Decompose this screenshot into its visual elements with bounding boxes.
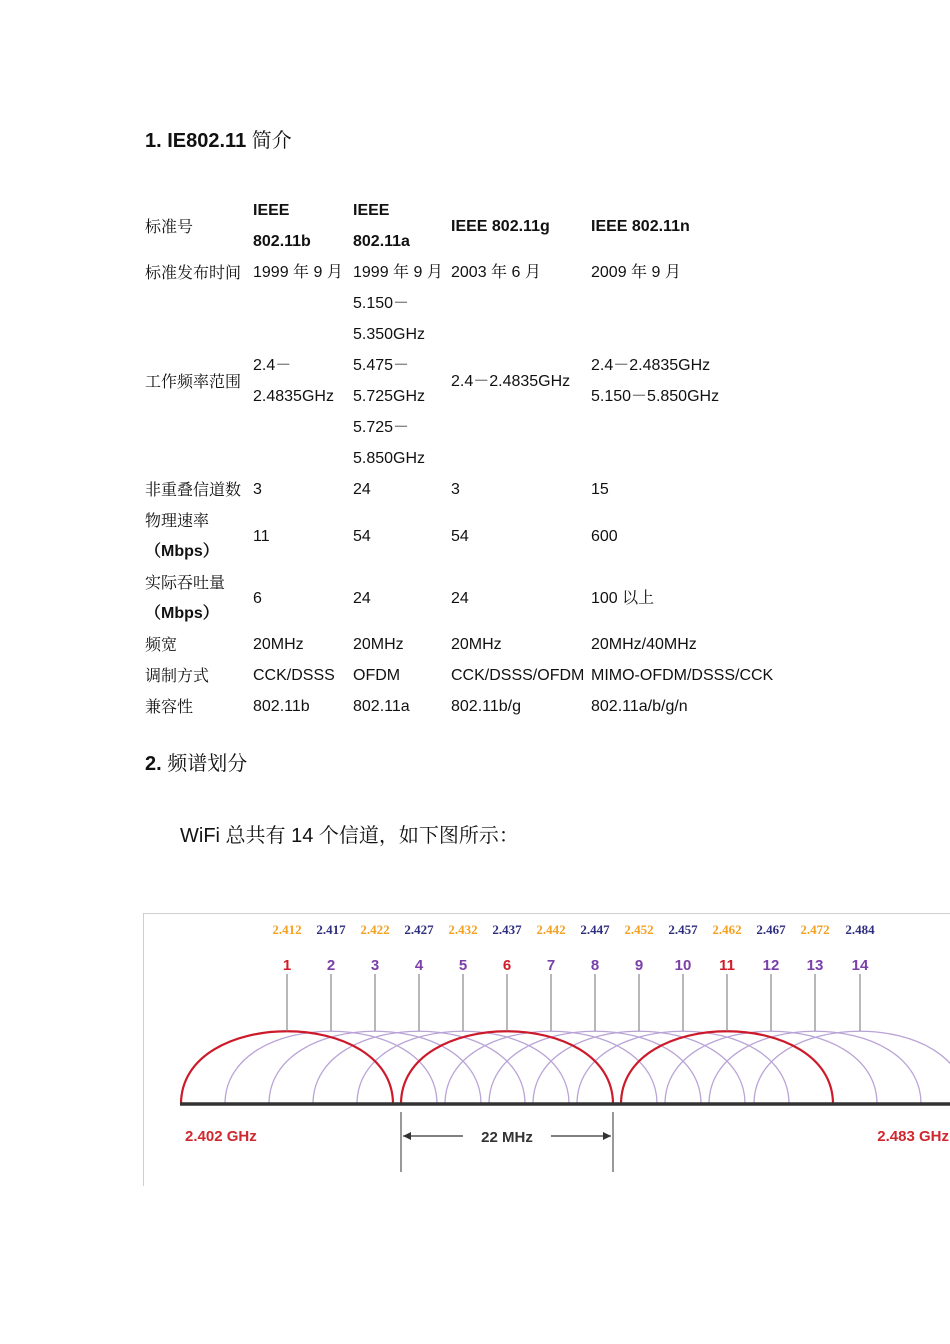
channel-number: 8 — [590, 957, 600, 974]
cell-802-11n — [591, 288, 791, 474]
cell-802-11n-line: 2009 年 9 月 — [591, 264, 681, 281]
cell-802-11n — [591, 660, 791, 691]
cell-802-11a — [353, 629, 451, 660]
spectrum-diagram — [144, 914, 950, 1186]
cell-802-11g — [451, 288, 591, 474]
channel-number: 1 — [282, 957, 292, 974]
band-end-label: 2.483 GHz — [877, 1128, 949, 1145]
cell-802-11b — [253, 567, 353, 629]
row-label-line: 物理速率 — [145, 511, 210, 530]
channel-number: 12 — [762, 957, 780, 974]
header-802-11a-line: 802.11a — [353, 233, 410, 250]
cell-802-11a-line: 20MHz — [353, 636, 404, 653]
cell-802-11g — [451, 629, 591, 660]
cell-802-11n-line: 5.150－5.850GHz — [591, 388, 720, 405]
wifi-channel-spectrum-figure — [143, 913, 950, 1186]
cell-802-11g-line: CCK/DSSS/OFDM — [451, 667, 585, 684]
cell-802-11g-line: 20MHz — [451, 636, 502, 653]
cell-802-11n-line: 2.4－2.4835GHz — [591, 357, 711, 374]
cell-802-11g-line: 2.4－2.4835GHz — [451, 372, 571, 390]
cell-802-11n — [591, 474, 791, 505]
cell-802-11n-line: 100 以上 — [591, 589, 655, 607]
row-label — [145, 629, 253, 660]
channel-number: 4 — [414, 957, 424, 974]
header-802-11n — [591, 195, 791, 257]
channel-number: 10 — [674, 957, 692, 974]
section-1-heading — [145, 124, 292, 153]
channel-number: 6 — [502, 957, 512, 974]
cell-802-11b — [253, 629, 353, 660]
section-1-number: 1. IE802.11 — [145, 130, 247, 152]
cell-802-11g — [451, 691, 591, 722]
cell-802-11a-line: 1999 年 9 月 — [353, 264, 443, 281]
channel-number: 3 — [370, 957, 380, 974]
cell-802-11b-line: CCK/DSSS — [253, 667, 335, 684]
cell-802-11b-line: 1999 年 9 月 — [253, 264, 343, 281]
cell-802-11a-line: 5.350GHz — [353, 326, 426, 343]
cell-802-11n — [591, 691, 791, 722]
cell-802-11b-line: 6 — [253, 589, 262, 607]
cell-802-11a — [353, 691, 451, 722]
row-label — [145, 567, 253, 629]
channel-frequency-label: 2.417 — [316, 922, 346, 937]
header-802-11b-line: IEEE — [253, 202, 290, 219]
header-802-11n-line: IEEE 802.11n — [591, 217, 690, 235]
cell-802-11a-line: 5.850GHz — [353, 450, 426, 467]
row-label — [145, 474, 253, 505]
row-label-line: 非重叠信道数 — [145, 480, 242, 499]
cell-802-11n-line: 20MHz/40MHz — [591, 636, 697, 653]
section-2-number: 2. — [145, 753, 162, 775]
channel-frequency-label: 2.427 — [404, 922, 434, 937]
channel-frequency-label: 2.462 — [712, 922, 742, 937]
cell-802-11g — [451, 505, 591, 567]
header-802-11b — [253, 195, 353, 257]
cell-802-11n — [591, 567, 791, 629]
cell-802-11a-line: OFDM — [353, 667, 401, 684]
cell-802-11g-line: 54 — [451, 527, 469, 545]
cell-802-11a-line: 5.725－ — [353, 419, 410, 436]
cell-802-11a — [353, 660, 451, 691]
cell-802-11a-line: 5.150－ — [353, 295, 410, 312]
cell-802-11g — [451, 567, 591, 629]
row-label-line: 调制方式 — [145, 666, 210, 685]
section-2-title: 频谱划分 — [167, 751, 248, 775]
cell-802-11b — [253, 257, 353, 288]
channel-frequency-label: 2.452 — [624, 922, 654, 937]
channel-frequency-label: 2.467 — [756, 922, 786, 937]
row-label-line: 频宽 — [145, 635, 178, 654]
channel-width-label: 22 MHz — [481, 1129, 533, 1146]
row-label — [145, 505, 253, 567]
cell-802-11n — [591, 629, 791, 660]
channel-frequency-label: 2.442 — [536, 922, 566, 937]
row-label-line: （Mbps） — [145, 543, 219, 560]
cell-802-11b — [253, 474, 353, 505]
row-label-line: 标准发布时间 — [145, 263, 242, 282]
cell-802-11a — [353, 474, 451, 505]
cell-802-11b-line: 11 — [253, 527, 270, 545]
cell-802-11b — [253, 288, 353, 474]
channel-frequency-label: 2.472 — [800, 922, 830, 937]
row-label — [145, 660, 253, 691]
cell-802-11g — [451, 474, 591, 505]
width-arrowhead-left — [403, 1132, 411, 1140]
channel-frequency-label: 2.422 — [360, 922, 390, 937]
cell-802-11a — [353, 257, 451, 288]
channel-number: 5 — [458, 957, 468, 974]
header-label-cell — [145, 195, 253, 257]
cell-802-11a-line: 802.11a — [353, 698, 410, 715]
channel-number: 13 — [806, 957, 824, 974]
channel-frequency-label: 2.447 — [580, 922, 610, 937]
channel-frequency-label: 2.412 — [272, 922, 302, 937]
width-arrowhead-right — [603, 1132, 611, 1140]
header-802-11g-line: IEEE 802.11g — [451, 217, 550, 235]
band-start-label: 2.402 GHz — [185, 1128, 257, 1145]
cell-802-11b-line: 2.4－ — [253, 357, 292, 374]
section-2-heading — [145, 747, 247, 776]
channel-frequency-label: 2.437 — [492, 922, 522, 937]
header-802-11b-line: 802.11b — [253, 233, 311, 250]
cell-802-11n — [591, 257, 791, 288]
cell-802-11n — [591, 505, 791, 567]
channel-number: 7 — [546, 957, 556, 974]
cell-802-11g-line: 3 — [451, 481, 460, 498]
channel-number: 9 — [634, 957, 644, 974]
row-label-line: 工作频率范围 — [145, 371, 242, 391]
row-label — [145, 691, 253, 722]
cell-802-11b-line: 3 — [253, 481, 262, 498]
channel-frequency-label: 2.457 — [668, 922, 698, 937]
cell-802-11g-line: 2003 年 6 月 — [451, 264, 541, 281]
cell-802-11a-line: 5.475－ — [353, 357, 410, 374]
row-label — [145, 257, 253, 288]
cell-802-11g — [451, 257, 591, 288]
cell-802-11g-line: 802.11b/g — [451, 698, 521, 715]
cell-802-11n-line: 600 — [591, 527, 618, 545]
cell-802-11b-line: 20MHz — [253, 636, 304, 653]
row-label-line: （Mbps） — [145, 605, 219, 622]
cell-802-11n-line: 802.11a/b/g/n — [591, 698, 688, 715]
header-802-11g — [451, 195, 591, 257]
cell-802-11a-line: 24 — [353, 481, 371, 498]
cell-802-11a-line: 5.725GHz — [353, 388, 426, 405]
row-label-line: 实际吞吐量 — [145, 573, 226, 592]
cell-802-11g-line: 24 — [451, 589, 469, 607]
header-label-cell-line: 标准号 — [145, 216, 194, 236]
cell-802-11a — [353, 288, 451, 474]
cell-802-11n-line: 15 — [591, 481, 609, 498]
intro-paragraph: WiFi 总共有 14 个信道，如下图所示： — [180, 825, 519, 847]
header-802-11a — [353, 195, 451, 257]
cell-802-11b-line: 802.11b — [253, 698, 310, 715]
cell-802-11n-line: MIMO-OFDM/DSSS/CCK — [591, 667, 774, 684]
cell-802-11a-line: 54 — [353, 527, 371, 545]
section-1-title: 简介 — [251, 128, 292, 152]
cell-802-11a-line: 24 — [353, 589, 371, 607]
cell-802-11b-line: 2.4835GHz — [253, 388, 334, 405]
channel-number: 2 — [326, 957, 336, 974]
cell-802-11a — [353, 567, 451, 629]
cell-802-11b — [253, 505, 353, 567]
channel-frequency-label: 2.432 — [448, 922, 478, 937]
cell-802-11a — [353, 505, 451, 567]
row-label — [145, 288, 253, 474]
row-label-line: 兼容性 — [145, 697, 194, 716]
cell-802-11g — [451, 660, 591, 691]
channel-number: 11 — [719, 957, 735, 974]
header-802-11a-line: IEEE — [353, 202, 390, 219]
cell-802-11b — [253, 660, 353, 691]
cell-802-11b — [253, 691, 353, 722]
channel-frequency-label: 2.484 — [845, 922, 875, 937]
channel-number: 14 — [851, 957, 869, 974]
